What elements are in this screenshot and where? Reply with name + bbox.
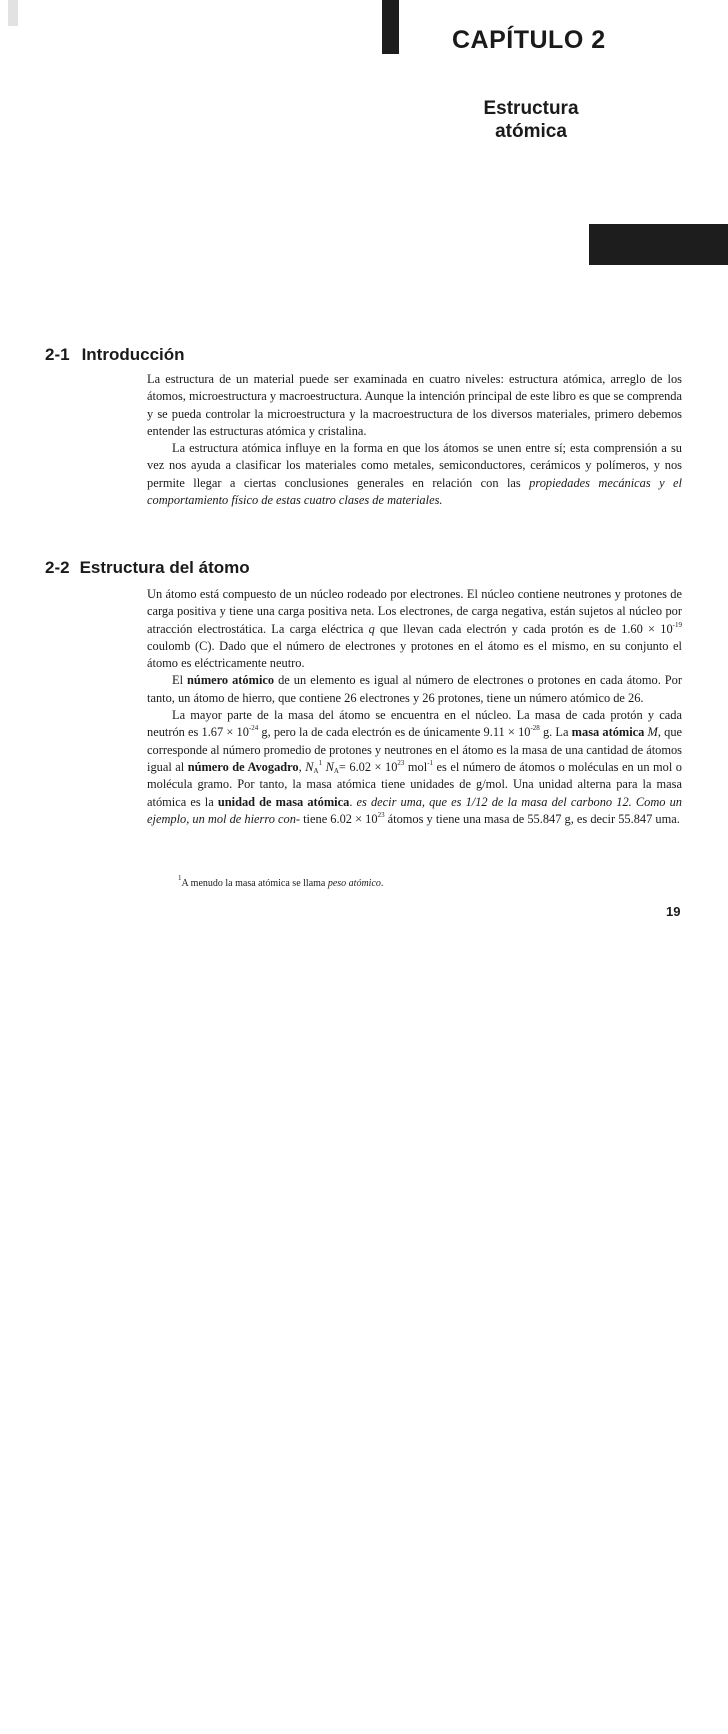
footnote-marker: 1 bbox=[318, 758, 323, 767]
chapter-marker-bar bbox=[382, 0, 399, 54]
exponent: -1 bbox=[427, 758, 434, 767]
exponent: 23 bbox=[397, 758, 405, 767]
chapter-subtitle-line-2: atómica bbox=[495, 121, 567, 142]
footnote-text: A menudo la masa atómica se llama bbox=[181, 878, 328, 889]
text-run: que llevan cada electrón y cada protón es de 1.60 × 10 bbox=[374, 621, 673, 636]
text-run: . bbox=[349, 794, 357, 809]
exponent: -24 bbox=[248, 724, 259, 733]
term-unidad-masa-atomica: unidad de masa atómica bbox=[217, 794, 350, 809]
paragraph bbox=[147, 586, 682, 672]
section-number: 2-2 bbox=[45, 558, 70, 577]
section-body-introduccion bbox=[147, 371, 682, 509]
text-run: g. La bbox=[539, 725, 572, 740]
paragraph bbox=[147, 707, 682, 828]
scan-edge-mark bbox=[8, 0, 18, 26]
section-heading-introduccion bbox=[45, 345, 185, 365]
avogadro-symbol: N bbox=[325, 759, 334, 774]
text-run: g, pero la de cada electrón es de únicamente 9.11 × 10 bbox=[258, 725, 531, 740]
exponent: -28 bbox=[530, 724, 540, 733]
text-run: La mayor parte de la masa del átomo se encuentra en el núcleo. La masa de cada protón y cada neutrón es 1.67 × 10 bbox=[147, 708, 682, 740]
text-run: átomos y tiene una masa de 55.847 g, es decir 55.847 uma. bbox=[384, 811, 680, 826]
footnote-italic: peso atómico bbox=[327, 878, 381, 889]
page-number: 19 bbox=[666, 904, 681, 919]
subscript: A bbox=[313, 766, 319, 775]
text-run: de un elemento es igual al número de electrones o protones en cada átomo. Por tanto, un átomo de hierro, que contiene 26 electrones y 26 protones, tiene un número atómico de 26. bbox=[147, 673, 683, 705]
avogadro-symbol: N bbox=[305, 759, 314, 774]
text-run: mol bbox=[404, 759, 428, 774]
term-numero-atomico: número atómico bbox=[187, 673, 275, 688]
chapter-title: CAPÍTULO 2 bbox=[452, 26, 606, 54]
exponent: -19 bbox=[672, 620, 682, 629]
footnote bbox=[178, 874, 384, 889]
italic-text: es decir uma, que es 1/12 de la masa del carbono 12. Como un ejemplo, un mol de hierro con- bbox=[147, 794, 682, 826]
section-number: 2-1 bbox=[45, 345, 70, 364]
text-run: La estructura atómica influye en la forma en que los átomos se unen entre sí; esta comprensión a su vez nos ayuda a clasificar los materiales como metales, semiconductores, cerámicos y polímeros, y nos permite llegar a ciertas conclusiones generales en relación con las bbox=[147, 441, 682, 490]
paragraph: La estructura de un material puede ser examinada en cuatro niveles: estructura atómica, arreglo de los átomos, microestructura y macroestructura. Aunque la intención principal de este libro es que se comprenda y se pueda controlar la microestructura y la macroestructura de los diversos materiales, primero debemos entender las estructuras atómica y cristalina. bbox=[147, 372, 682, 438]
text-run: tiene 6.02 × 10 bbox=[300, 811, 378, 826]
text-run: es el número de átomos o moléculas en un mol o molécula gramo. Por tanto, la masa atómica tiene unidades de g/mol. Una unidad alterna para la masa atómica es la bbox=[147, 759, 682, 809]
exponent: 23 bbox=[377, 810, 385, 819]
paragraph bbox=[147, 440, 682, 509]
section-heading-estructura-atomo bbox=[45, 558, 250, 578]
subscript: A bbox=[333, 766, 339, 775]
chapter-subtitle-line-1: Estructura bbox=[483, 98, 579, 119]
text-run: coulomb (C). Dado que el número de electrones y protones en el átomo es el mismo, en su conjunto el átomo es eléctricamente neutro. bbox=[147, 638, 682, 671]
footnote-end: . bbox=[380, 878, 384, 889]
term-numero-avogadro: número de Avogadro bbox=[187, 759, 299, 774]
section-body-estructura-atomo bbox=[147, 586, 682, 828]
chapter-subtitle bbox=[450, 97, 612, 143]
text-run: El bbox=[172, 673, 188, 688]
text-run: , que corresponde al número promedio de protones y neutrones en el átomo es la masa de una cantidad de átomos igual al bbox=[147, 725, 683, 774]
text-run: = 6.02 × 10 bbox=[338, 759, 398, 774]
term-masa-atomica: masa atómica bbox=[571, 725, 645, 740]
footnote-marker: 1 bbox=[178, 874, 182, 882]
section-title: Introducción bbox=[81, 345, 185, 364]
text-run: Un átomo está compuesto de un núcleo rodeado por electrones. El núcleo contiene neutrones y protones de carga positiva y tiene una carga positiva neta. Los electrones, de carga negativa, están sujetos al núcleo por atracción electrostática. La carga eléctrica bbox=[147, 587, 682, 636]
text-run: , bbox=[298, 759, 306, 774]
chapter-thumb-tab bbox=[589, 224, 728, 265]
section-title: Estructura del átomo bbox=[79, 558, 250, 577]
paragraph bbox=[147, 672, 682, 707]
italic-text: propiedades mecánicas y el comportamiento físico de estas cuatro clases de materiales. bbox=[147, 475, 682, 508]
charge-symbol: q bbox=[368, 621, 375, 636]
mass-symbol: M bbox=[647, 725, 658, 740]
